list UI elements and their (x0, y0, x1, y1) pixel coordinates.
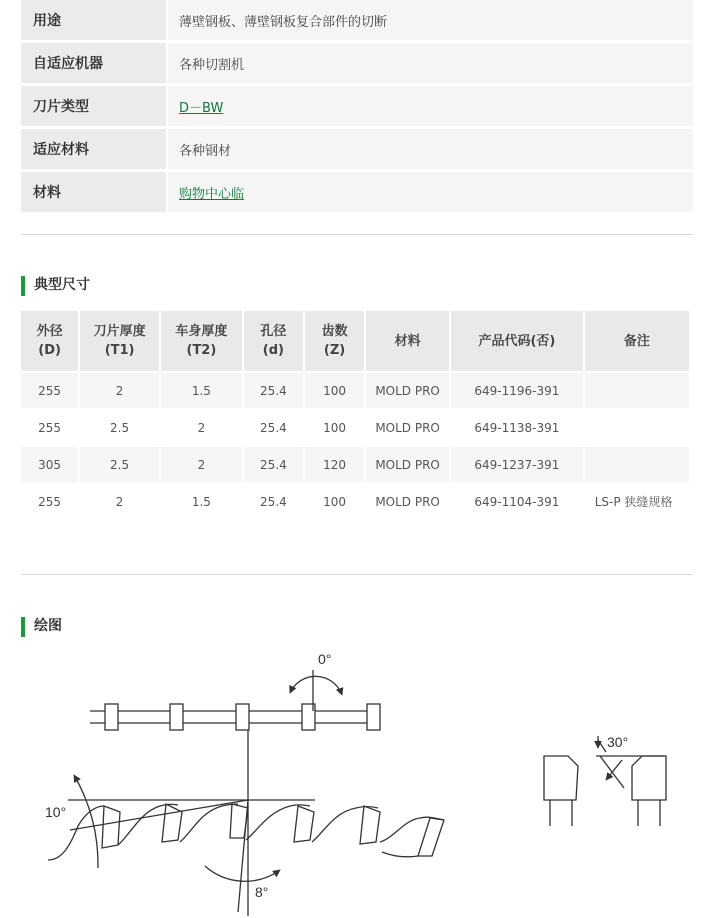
table-cell: 649-1196-391 (451, 373, 583, 408)
table-cell: 2 (80, 373, 159, 408)
angle-label-left: 10° (45, 804, 67, 820)
col-header-body-thickness: 车身厚度 (T2) (161, 311, 242, 371)
spec-label: 材料 (21, 172, 168, 212)
table-cell: 100 (305, 373, 364, 408)
table-cell: 255 (21, 410, 78, 445)
saw-teeth-profile (48, 804, 444, 860)
col-header-outer-diameter: 外径 (D) (21, 311, 78, 371)
table-cell: 100 (305, 410, 364, 445)
table-cell (585, 410, 689, 445)
col-header-bore: 孔径 (d) (244, 311, 303, 371)
table-cell: 25.4 (244, 484, 303, 519)
spec-value (168, 86, 693, 126)
table-cell: 2 (80, 484, 159, 519)
table-cell: MOLD PRO (366, 410, 449, 445)
table-row (21, 410, 689, 445)
spec-label: 用途 (21, 0, 168, 40)
dimensions-table (19, 309, 691, 521)
col-header-material: 材料 (366, 311, 449, 371)
table-cell: 255 (21, 484, 78, 519)
spec-value (168, 172, 693, 212)
angle-label-bottom: 8° (255, 884, 269, 900)
spec-row-blade-type (21, 86, 693, 126)
table-cell: 2.5 (80, 410, 159, 445)
table-cell: 1.5 (161, 484, 242, 519)
table-cell: 120 (305, 447, 364, 482)
spec-row-usage (21, 0, 693, 40)
shaft-with-teeth-side-view (90, 704, 380, 730)
table-cell: 649-1104-391 (451, 484, 583, 519)
tooth-section-view (544, 736, 666, 826)
table-cell (585, 373, 689, 408)
table-cell: 25.4 (244, 447, 303, 482)
spec-value: 薄壁钢板、薄壁钢板复合部件的切断 (168, 0, 693, 40)
dimensions-section-title: 典型尺寸 (21, 276, 90, 296)
angle-label-right: 30° (607, 734, 629, 750)
table-header-row (21, 311, 689, 371)
col-header-blade-thickness: 刀片厚度 (T1) (80, 311, 159, 371)
spec-label: 刀片类型 (21, 86, 168, 126)
col-header-teeth: 齿数 (Z) (305, 311, 364, 371)
material-link[interactable]: 购物中心临 (179, 186, 245, 202)
spec-table (21, 0, 693, 215)
table-cell (585, 447, 689, 482)
spec-value: 各种切割机 (168, 43, 693, 83)
table-cell: 100 (305, 484, 364, 519)
table-row (21, 447, 689, 482)
table-cell: MOLD PRO (366, 484, 449, 519)
angle-label-top: 0° (318, 651, 332, 667)
drawing-section-title: 绘图 (21, 617, 62, 637)
blade-type-link[interactable]: D－BW (179, 100, 224, 116)
section-divider (21, 574, 693, 575)
table-cell: 25.4 (244, 373, 303, 408)
spec-label: 适应材料 (21, 129, 168, 169)
table-cell: 2.5 (80, 447, 159, 482)
section-divider (21, 234, 693, 235)
blade-technical-drawing (0, 645, 714, 918)
spec-row-material-fit (21, 129, 693, 169)
table-cell: MOLD PRO (366, 373, 449, 408)
table-row (21, 373, 689, 408)
table-cell: 25.4 (244, 410, 303, 445)
table-row (21, 484, 689, 519)
table-cell: 2 (161, 447, 242, 482)
col-header-product-code: 产品代码(否) (451, 311, 583, 371)
table-cell: LS-P 狭缝规格 (585, 484, 689, 519)
spec-value: 各种钢材 (168, 129, 693, 169)
spec-label: 自适应机器 (21, 43, 168, 83)
table-cell: 1.5 (161, 373, 242, 408)
spec-row-machine (21, 43, 693, 83)
spec-row-material (21, 172, 693, 212)
table-cell: 649-1237-391 (451, 447, 583, 482)
table-cell: 2 (161, 410, 242, 445)
table-cell: 305 (21, 447, 78, 482)
col-header-remarks: 备注 (585, 311, 689, 371)
table-cell: 255 (21, 373, 78, 408)
table-cell: 649-1138-391 (451, 410, 583, 445)
table-cell: MOLD PRO (366, 447, 449, 482)
